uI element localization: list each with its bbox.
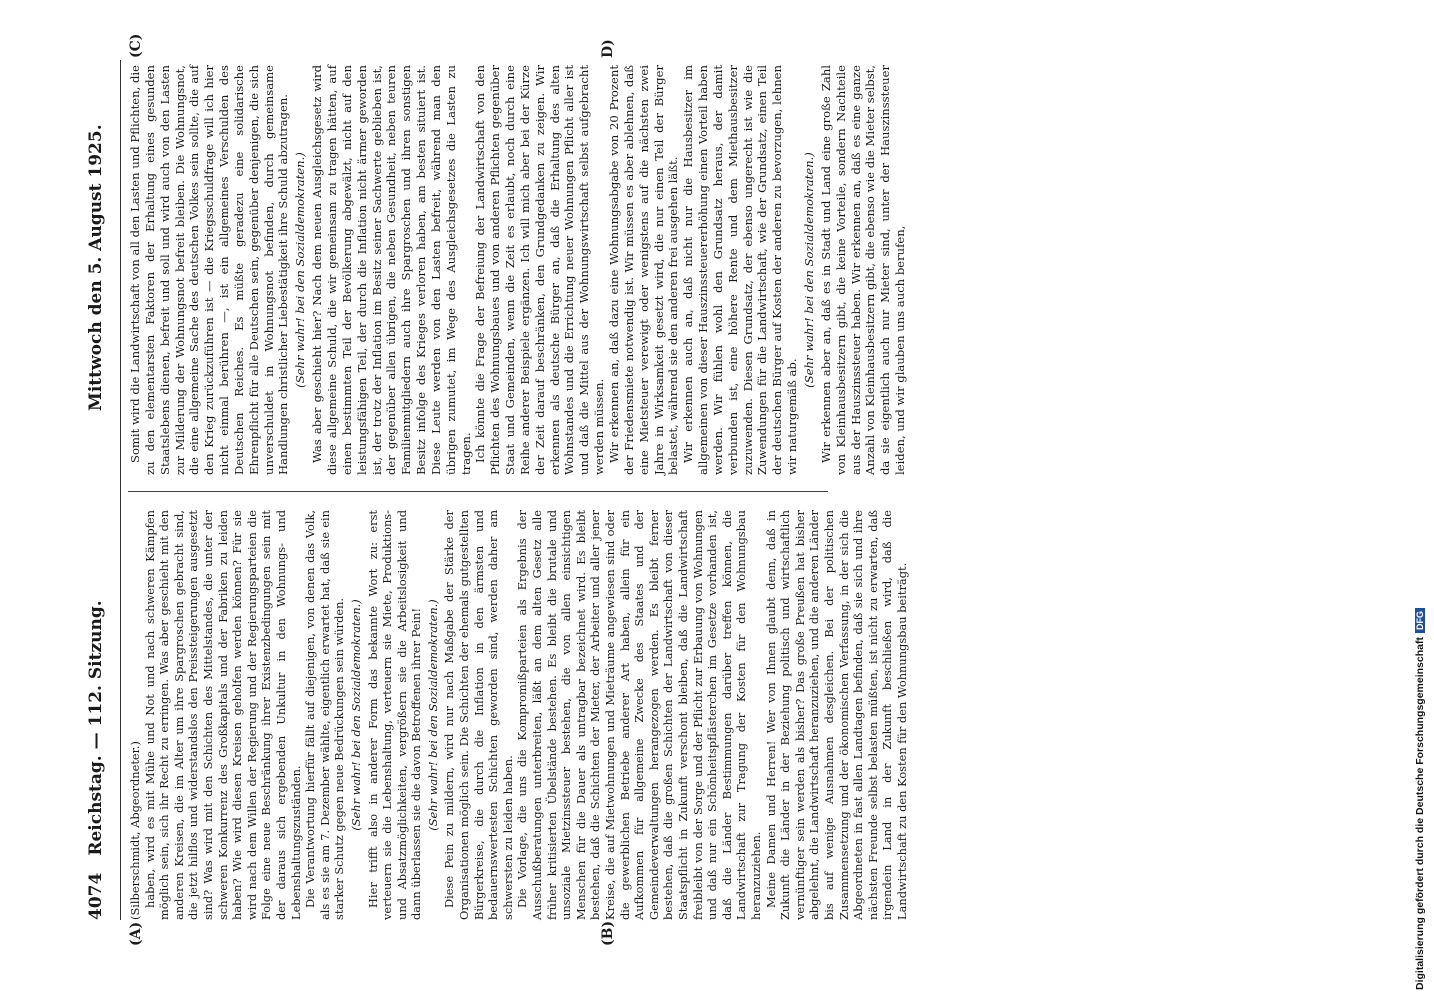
margin-letter-d: D) [600, 39, 616, 58]
interjection-line: (Sehr wahr! bei den Sozialdemokraten.) [425, 599, 440, 831]
margin-letter-a: (A) [128, 921, 144, 946]
page-header [80, 60, 120, 920]
text-paragraph: Meine Damen und Herren! Wer von Ihnen glaubt denn, daß in Zukunft die Länder in der Beziehung politisch und wirtschaftlich vernünftiger sein werden als bisher? Das große Preußen hat bisher abgelehnt, die Landwirtschaft heranzuziehen, und die anderen Länder bis auf wenige Ausnahmen desgleichen. Bei der politischen Zusammensetzung und der ökonomischen Verfassung, in der sich die Abgeordneten in fast allen Landtagen befinden, daß sie sich und ihre nächsten Freunde selbst belasten müßten, ist nicht zu erwarten, daß irgendein Land in der Zukunft beschließen wird, daß die Landwirtschaft zu den Kosten für den Wohnungsbau beiträgt. [763, 510, 909, 920]
credit-text: Digitalisierung gefördert durch die Deutsche Forschungsgemeinschaft [1414, 637, 1426, 990]
text-paragraph: haben, wird es mit Mühe und Not und nach schweren Kämpfen möglich sein, sich ihr Recht zu erringen. Was aber geschieht mit den anderen Kreisen, die im Alter um ihre Spargroschen gebracht sind, die jetzt hilflos und widerstandslos den Preissteigerungen ausgesetzt sind? Was wird mit den Schichten des Mittelstandes, die unter der schweren Konkurrenz des Großkapitals und der Fabriken zu leiden haben? Wie wird diesen Kreisen geholfen werden können? Für sie wird nach dem Willen der Regierung und der Regierungsparteien die Folge eine neue Beschränkung ihrer Existenzbedingungen sein mit der daraus sich ergebenden Unkultur in den Wohnungs- und Lebenshaltungszuständen. [142, 510, 303, 920]
text-paragraph: Was aber geschieht hier? Nach dem neuen Ausgleichsgesetz wird diese allgemeine Schuld, die wir gemeinsam zu tragen hätten, auf einen bestimmten Teil der Bevölkerung abgewälzt, nicht auf den leistungsfähigen Teil, der durch die Inflation nicht ärmer geworden ist, der trotz der Inflation im Besitz seiner Sachwerte geblieben ist, der gegenüber allen übrigen, die neben Gesundheit, neben teuren Familienmitgliedern auch ihre Spargroschen und ihren sonstigen Besitz infolge des Krieges verloren haben, am besten situiert ist. Diese Leute werden von den Lasten befreit, während man den übrigen zumutet, im Wege des Ausgleichsgesetzes die Lasten zu tragen. [310, 65, 473, 475]
interjection-line: (Sehr wahr! bei den Sozialdemokraten.) [348, 599, 363, 831]
digitization-credit-strip [1412, 0, 1434, 1000]
header-rule [120, 60, 121, 920]
text-paragraph: Die Verantwortung hierfür fällt auf diejenigen, von denen das Volk, als es sie am 7. Dezember wählte, eigentlich erwartet hat, daß sie ein starker Schutz gegen neue Bedrückungen sein würden. [303, 510, 347, 920]
interjection-line: (Sehr wahr! bei den Sozialdemokraten.) [801, 152, 816, 388]
header-title [86, 60, 106, 920]
text-paragraph: Diese Pein zu mildern, wird nur nach Maßgabe der Stärke der Organisationen möglich sein. Die Schichten der ehemals gutgestellten Bürgerkreise, die durch die Inflation in den ärmsten und bedauernswertesten Schichten geworden sind, werden daher am schwersten zu leiden haben. [442, 510, 515, 920]
text-paragraph: Ich könnte die Frage der Befreiung der Landwirtschaft von den Pflichten des Wohnungsbaues und von anderen Pflichten gegenüber Staat und Gemeinden, wenn die Zeit es erlaubt, noch durch eine Reihe anderer Beispiele ergänzen. Ich will mich aber bei der Kürze der Zeit darauf beschränken, den Grundgedanken zu zeigen. Wir erkennen als deutsche Bürger an, daß die Erhaltung des alten Wohnstandes und die Errichtung neuer Wohnungen Pflicht aller ist und daß die Mittel aus der Wohnungswirtschaft selbst aufgebracht werden müssen. [473, 65, 607, 475]
margin-letter-b: (B) [600, 920, 616, 946]
speaker-line: (Silberschmidt, Abgeordneter.) [128, 741, 142, 920]
text-paragraph: Hier trifft also in anderer Form das bekannte Wort zu: erst verteuern sie die Lebenshaltung, verteuern sie Miete, Produktions- und Absatzmöglichkeiten, vergrößern sie die Arbeitslosigkeit und dann überlassen sie die davon Betroffenen ihrer Pein! [365, 510, 424, 920]
header-left-title: Reichstag. — 112. Sitzung. [86, 600, 106, 856]
text-paragraph: Wir erkennen auch an, daß nicht nur die Hausbesitzer im allgemeinen von dieser Hauszinssteuererhöhung einen Vorteil haben werden. Wir fühlen wohl den Grundsatz heraus, der damit verbunden ist, eine höhere Rente und dem Miethausbesitzer zuzuwenden. Diesen Grundsatz, der ebenso ungerecht ist wie die Zuwendungen für die Landwirtschaft, wie der Grundsatz, einen Teil der deutschen Bürger auf Kosten der anderen zu bevorzugen, lehnen wir naturgemäß ab. [681, 65, 800, 475]
page-number: 4074 [86, 872, 106, 920]
digitization-credit [1414, 10, 1426, 990]
interjection-line: (Sehr wahr! bei den Sozialdemokraten.) [293, 152, 308, 388]
left-text-column [128, 510, 909, 920]
right-text-column [128, 65, 908, 475]
text-paragraph: Somit wird die Landwirtschaft von all den Lasten und Pflichten, die zu den elementarsten Faktoren der Erhaltung eines gesunden Staatslebens dienen, befreit und soll und wird auch von den Lasten zur Milderung der Wohnungsnot befreit bleiben. Die Wohnungsnot, die eine allgemeine Sache des deutschen Volkes sein sollte, die auf den Krieg zurückzuführen ist — die Kriegsschuldfrage will ich hier nicht einmal berühren —, ist ein allgemeines Verschulden des Deutschen Reiches. Es müßte geradezu eine solidarische Ehrenpflicht für alle Deutschen sein, gegenüber denjenigen, die sich unverschuldet in Wohnungsnot befinden, durch gemeinsame Handlungen christlicher Liebestätigkeit ihre Schuld abzutragen. [128, 65, 291, 475]
text-paragraph: Wir erkennen aber an, daß es in Stadt und Land eine große Zahl von Kleinhausbesitzern gibt, die keine Vorteile, sondern Nachteile aus der Hauszinssteuer haben. Wir erkennen an, daß es eine ganze Anzahl von Kleinhausbesitzern gibt, die ebenso wie die Mieter selbst, da sie eigentlich auch nur Mieter sind, unter der Hauszinssteuer leiden, und wir glauben uns auch berufen, [818, 65, 908, 475]
rotated-document-page [80, 33, 1320, 946]
header-right-title: Mittwoch den 5. August 1925. [86, 124, 106, 411]
margin-letter-c: (C) [128, 33, 144, 58]
text-paragraph: Die Vorlage, die uns die Kompromißparteien als Ergebnis der Ausschußberatungen unterbreiten, läßt an dem alten Gesetz alle früher kritisierten Übelstände bestehen. Es bleibt die brutale und unsoziale Mietzinssteuer bestehen, die von allen einsichtigen Menschen für die Dauer als untragbar bezeichnet wird. Es bleibt bestehen, daß die Schichten der Mieter, der Arbeiter und aller jener Kreise, die auf Mietwohnungen und Mieträume angewiesen sind oder die gewerblichen Betriebe anderer Art haben, allein für ein Aufkommen für allgemeine Zwecke des Staates und der Gemeindeverwaltungen herangezogen werden. Es bleibt ferner bestehen, daß die großen Schichten der Landwirtschaft von dieser Staatspflicht in Zukunft verschont bleiben, daß die Landwirtschaft freibleibt von der Sorge und der Pflicht zur Erbauung von Wohnungen und daß nur ein Schönheitspflästerchen im Gesetze vorhanden ist, daß die Länder Bestimmungen darüber treffen können, die Landwirtschaft zur Tragung der Kosten für den Wohnungsbau heranzuziehen. [515, 510, 763, 920]
dfg-logo-badge: DFG [1415, 608, 1425, 633]
column-divider [128, 491, 828, 492]
text-paragraph: Wir erkennen an, daß dazu eine Wohnungsabgabe von 20 Prozent der Friedensmiete notwendig ist. Wir müssen es aber ablehnen, daß eine Mietsteuer verewigt oder wenigstens auf die nächsten zwei Jahre in Wirksamkeit gesetzt wird, die nur einen Teil der Bürger belastet, während sie den anderen frei ausgehen läßt. [607, 65, 681, 475]
